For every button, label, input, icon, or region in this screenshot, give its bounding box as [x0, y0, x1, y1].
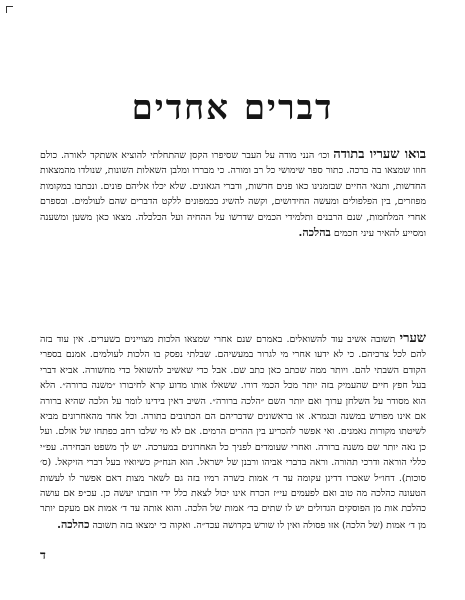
- paragraph-closing-word: בהלכה.: [298, 226, 331, 240]
- paragraph-lead-word: בואו שעריו בתודה: [333, 147, 426, 162]
- paragraph-closing-word: כהלכה.: [57, 517, 90, 531]
- paragraph-text: תשובה אשיב עוד להשואלים. באמרם שנם אחרי שמצאו הלכות מצויינים בשערים. אין עוד בזה להם לכל צרכיהם. כי לא ידעו אחרי מי לגרור במעשיהם. שבלתי נפסק בו הלכות לעולמים. אמנם בספרי הקודם השבתי להם. ויותר ממה שכתב כאן כתב שם. אבל כדי שאשיב להשואל כדי מחשורה. אביא דברי בעל חפץ חיים שהעמיק בזה יותר מכל הכמי דורו. ששאלו אותו מדוע קרא לחיבורו ״משנה ברורה״. הלא הוא מסודר על השלחן ערוך ואם יותר השם ״הלכה ברורה״. השיב דאין בידינו לומר על הלכה שהיא ברורה אם אינו מפורש במשנה ובגמרא. או בראשונים שדבריהם הם הכתובים בתורה. וכל אחד מהאחרונים מביא לשיטתו מקורות נאמנים. ואי אפשר להכריע בין ההרים הרמים. אם לא מי שלבו רחב כפתחו של אולם. ועל כן נאה יותר שם משנה ברורה. ואחרי שעומדים לפניך כל האחרונים במערכה. יש לך משפט הבחירה. עפ״י כללי הוראה ודרכי תהורה. וראה בדברי אביהו ורבנן של ישראל. הוא הנח״ק כשיואיו בעל דברי הזיקאל. (ס׳ סוכות). דחו״ל שאכרו דדינן עקומה עד ד׳ אמות כשרה רמיו בזה גם לשאר מצות דאם אפשר לו לעשות הטעונה כהלכה מה טוב ואם לפעמים עי״ז הכרח אינו יכול לצאת כלל ידי חובתו יעשה כן. עכ״פ אם עושה כהלכת אות מן הפוסקים הגדולים יש לו שתים בד׳ אמות של הלכה. והוא אותה עד ד׳ אמות אם מעקם יותר מן ד׳ אמות (של הלכה) אזו פסולה ואין לו שורש בקדושה עכד״ה. ואקוה כי ימצאו בזה תשובה: [40, 334, 426, 531]
- paragraph-lead-word: שערי: [399, 331, 427, 346]
- scan-corner-mark: [6, 6, 13, 13]
- page-number: ד: [40, 548, 46, 562]
- paragraph-text: וכו׳ הנני מודה על העבר שסיפרו הקסן שהתחלתי להוציא אשתקד לאורה. כולם חוזו שמצאו בה ברכה. כתור ספר שימושי כל רב ומורה. כי מבררו ומלבן השאלות השונות, שנולדו מהמצאות החדשות, ותנאי החיים שבזמנינו כאו פנים חדשות, ודברי הגאונים. שלא יכלו אליהם פונים. ונכתבו במקומות מפוזרים, בין הפלפולים ומעשה החידושים, וקשה להשיג בכמפונים ללקט הדברים שהם לעולמים. ובספרם אחרי המלחמות, שנם הרבנים ותלמידי הכמים שדרשו על ההחיה ועל הכלכלה. מצאו כאן משען ומשענה ומסייע להאיר עיני חכמים: [40, 150, 426, 240]
- paragraph-answer: [40, 331, 426, 533]
- page-title: דברים אחדים: [131, 88, 334, 128]
- paragraph-intro: [40, 147, 426, 241]
